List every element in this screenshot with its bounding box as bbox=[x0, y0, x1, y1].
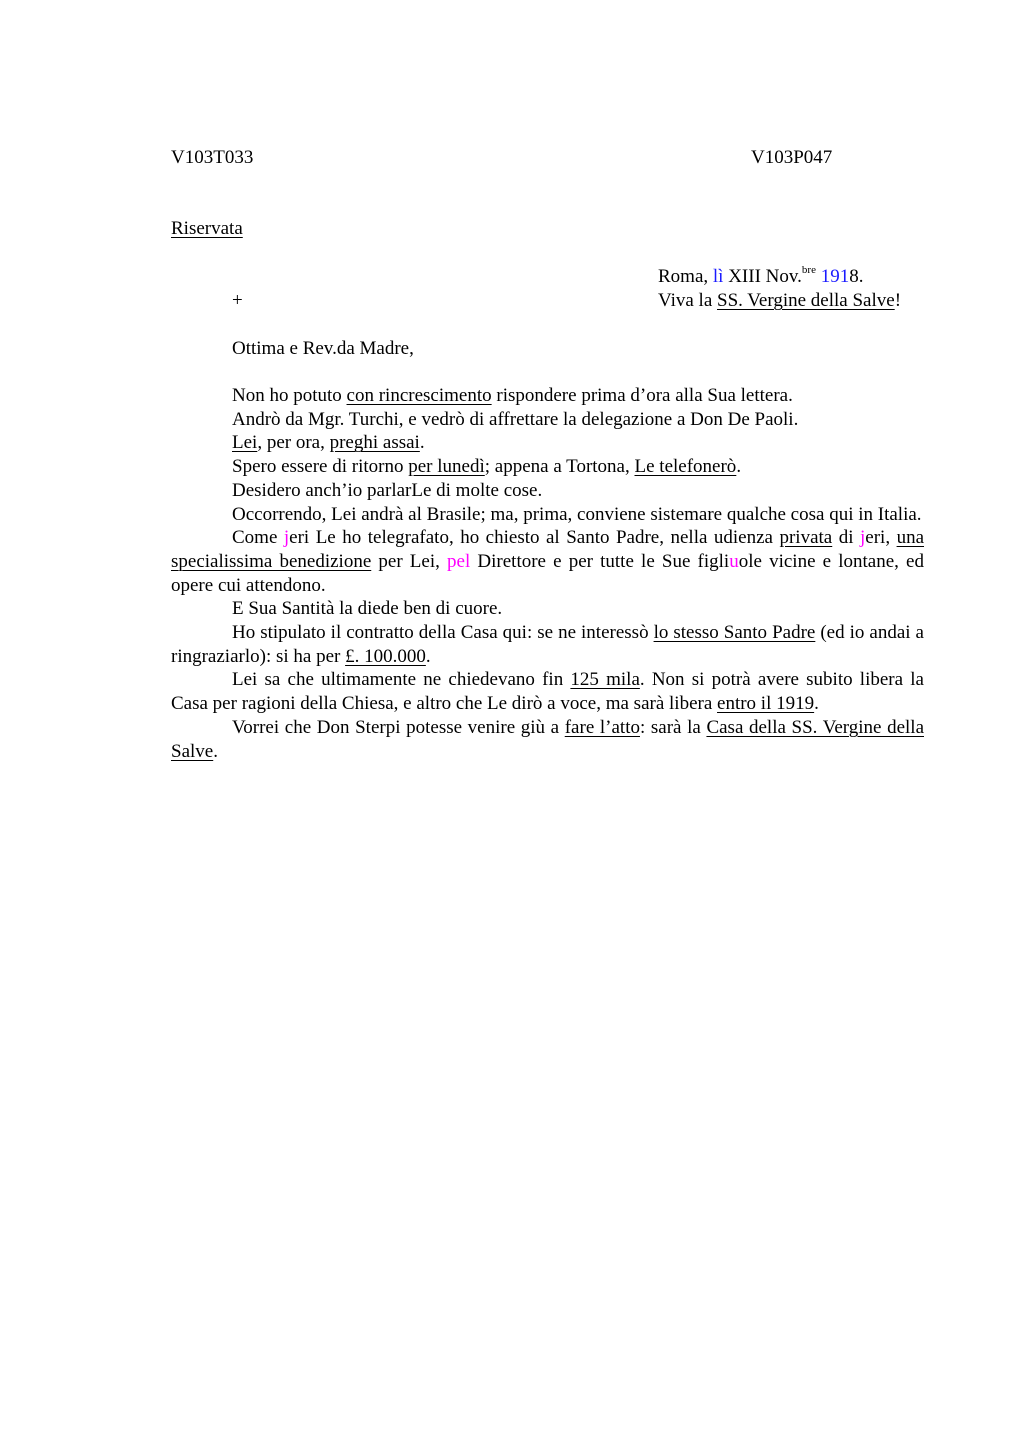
dateline-day-month: XIII Nov. bbox=[728, 266, 802, 287]
dateline-year-suffix: 8. bbox=[849, 266, 864, 287]
classification-label: Riservata bbox=[171, 218, 243, 239]
p11-text-c: : sarà la bbox=[639, 716, 707, 738]
p10-text-a: Lei sa che ultimamente ne chiedevano fin bbox=[232, 669, 571, 691]
p3-text-d: . bbox=[419, 432, 425, 454]
p4-text-a: Spero essere di ritorno bbox=[232, 456, 409, 478]
p7-text-i: per Lei, bbox=[371, 550, 448, 572]
salutation: Ottima e Rev.da Madre, bbox=[232, 338, 414, 359]
dateline-city: Roma, bbox=[658, 266, 709, 287]
p7-text-m: ole vicine e lontane, ed opere cui attendono. bbox=[171, 550, 924, 596]
p11-text-e: . bbox=[213, 740, 218, 762]
p1-underlined: con rincrescimento bbox=[346, 385, 492, 406]
p4-text-e: . bbox=[736, 456, 742, 478]
p7-text-a: Come bbox=[232, 527, 284, 549]
p6-text: Occorrendo, Lei andrà al Brasile; ma, prima, conviene sistemare qualche cosa qui in Italia. bbox=[232, 503, 922, 525]
paragraph-10 bbox=[171, 668, 924, 715]
p7-underlined-benedizione: una specialissima benedizione bbox=[171, 527, 925, 572]
p1-text-c: rispondere prima d’ora alla Sua lettera. bbox=[491, 385, 793, 406]
dateline-li: lì bbox=[712, 266, 724, 287]
p10-text-c: . Non si potrà avere subito libera la Casa per ragioni della Chiesa, e altro che Le dirò a voce, ma sarà libera bbox=[171, 669, 924, 715]
p2-text: Andrò da Mgr. Turchi, e vedrò di affrettare la delegazione a Don De Paoli. bbox=[232, 408, 799, 430]
paragraph-11 bbox=[171, 716, 924, 763]
motto-underlined: SS. Vergine della Salve bbox=[717, 290, 895, 311]
paragraph-9 bbox=[171, 621, 924, 668]
letter-body bbox=[171, 384, 924, 763]
dateline bbox=[658, 265, 863, 289]
paragraph-8 bbox=[171, 597, 924, 621]
p9-underlined-amount: £. 100.000 bbox=[345, 645, 426, 667]
paragraph-7 bbox=[171, 526, 924, 597]
p11-underlined-atto: fare l’atto bbox=[564, 716, 640, 738]
p11-text-a: Vorrei che Don Sterpi potesse venire giù a bbox=[232, 716, 565, 738]
p5-text: Desidero anch’io parlarLe di molte cose. bbox=[232, 479, 543, 501]
motto-suffix: ! bbox=[894, 290, 902, 311]
paragraph-3 bbox=[171, 431, 924, 455]
paragraph-1 bbox=[171, 384, 924, 408]
paragraph-4 bbox=[171, 455, 924, 479]
motto bbox=[658, 289, 901, 313]
p7-magenta-j2: j bbox=[860, 527, 866, 549]
p7-text-c: eri Le ho telegrafato, ho chiesto al Santo Padre, nella udienza bbox=[289, 527, 780, 549]
p4-underlined-telefonero: Le telefonerò bbox=[634, 456, 737, 478]
p7-magenta-j1: j bbox=[283, 527, 290, 549]
p3-underlined-lei: Lei bbox=[232, 432, 258, 454]
paragraph-6 bbox=[171, 503, 924, 527]
p7-text-k: Direttore e per tutte le Sue figli bbox=[470, 550, 730, 572]
p10-text-e: . bbox=[814, 693, 819, 715]
p7-magenta-pel: pel bbox=[447, 550, 471, 572]
p4-underlined-lunedi: per lunedì bbox=[408, 456, 485, 478]
paragraph-2 bbox=[171, 408, 924, 432]
p1-text-a: Non ho potuto bbox=[232, 385, 347, 406]
paragraph-5 bbox=[171, 479, 924, 503]
p11-underlined-casa: Casa della SS. Vergine della Salve bbox=[171, 716, 924, 762]
left-document-code: V103T033 bbox=[171, 147, 254, 168]
right-document-code: V103P047 bbox=[751, 147, 833, 168]
p8-text: E Sua Santità la diede ben di cuore. bbox=[232, 598, 503, 620]
p10-underlined-1919: entro il 1919 bbox=[717, 693, 815, 715]
p10-underlined-125-mila: 125 mila bbox=[570, 669, 640, 691]
p7-underlined-privata: privata bbox=[779, 527, 833, 549]
p7-text-g: eri, bbox=[865, 527, 897, 549]
cross-mark: + bbox=[232, 290, 243, 311]
p7-magenta-u: u bbox=[729, 550, 739, 572]
p9-text-c: (ed io andai a ringraziarlo): si ha per bbox=[171, 622, 924, 667]
p7-text-e: di bbox=[832, 527, 860, 549]
p9-underlined-santo-padre: lo stesso Santo Padre bbox=[653, 622, 816, 644]
dateline-month-superscript: bre bbox=[801, 264, 816, 276]
p3-text-b: , per ora, bbox=[257, 432, 330, 454]
p3-underlined-preghi: preghi assai bbox=[329, 432, 420, 454]
p9-text-a: Ho stipulato il contratto della Casa qui: se ne interessò bbox=[232, 622, 654, 644]
p9-text-e: . bbox=[425, 645, 431, 667]
dateline-year-prefix: 191 bbox=[820, 266, 850, 287]
motto-prefix: Viva la bbox=[658, 290, 718, 311]
p4-text-c: ; appena a Tortona, bbox=[484, 456, 635, 478]
